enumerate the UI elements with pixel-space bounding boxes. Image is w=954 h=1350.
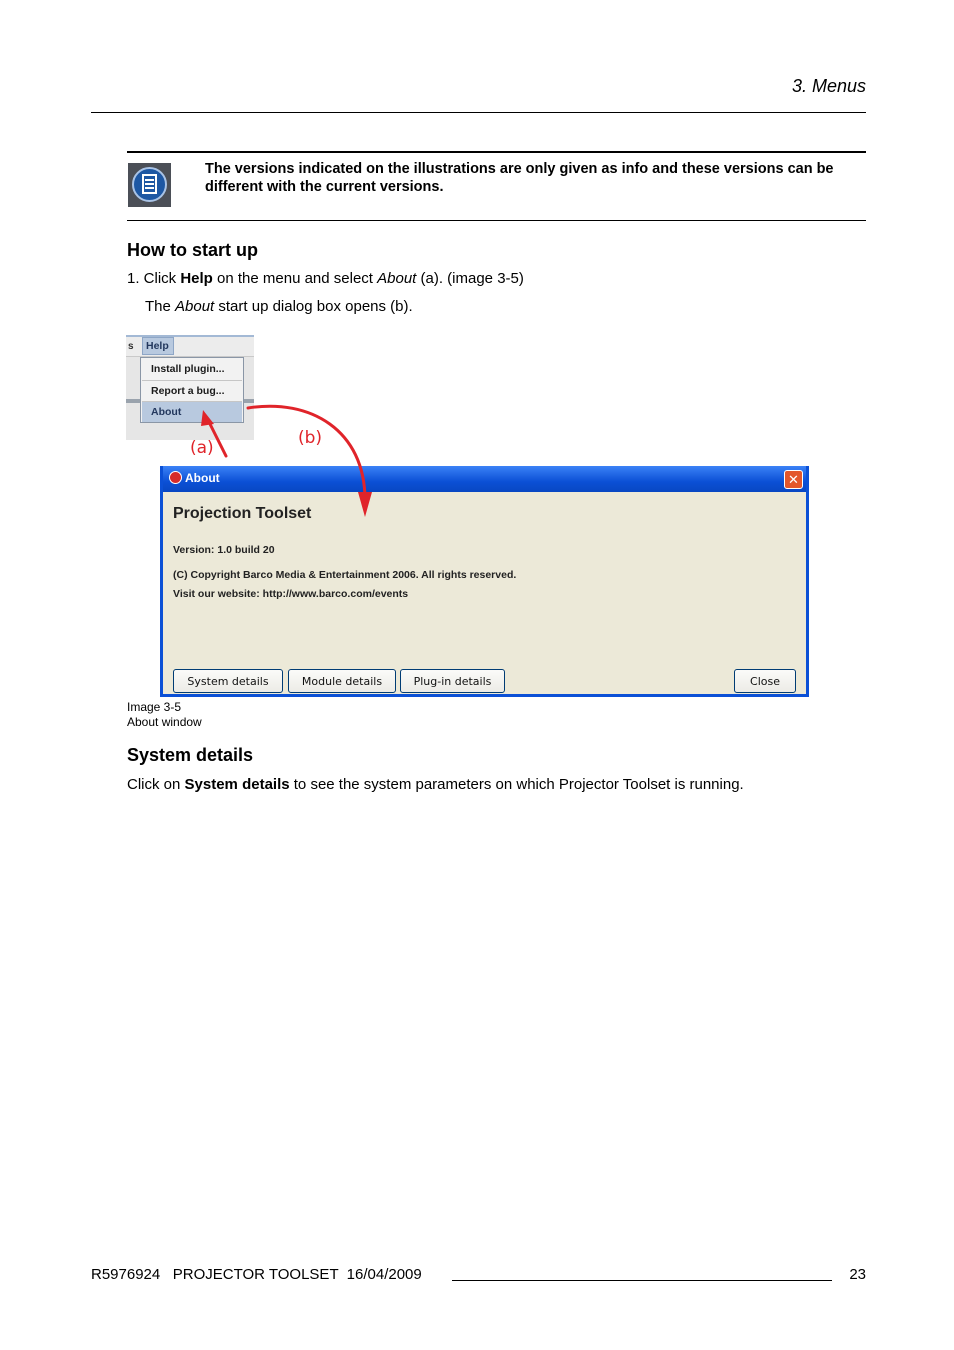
step-1-prefix: 1. Click bbox=[127, 270, 181, 287]
close-button[interactable]: Close bbox=[734, 669, 796, 693]
menu-item-about[interactable]: About bbox=[142, 402, 242, 422]
footer-rule bbox=[452, 1280, 832, 1281]
section-heading-how-to-start-up: How to start up bbox=[127, 240, 258, 260]
footer-doc-info: R5976924 PROJECTOR TOOLSET 16/04/2009 bbox=[91, 1266, 422, 1283]
help-menu-popup bbox=[140, 357, 244, 423]
system-details-button[interactable]: System details bbox=[173, 669, 283, 693]
note-text: The versions indicated on the illustrations are only given as info and these versions can be different with the current versions. bbox=[205, 161, 834, 195]
result-about: About bbox=[175, 298, 215, 315]
label-b: (b) bbox=[298, 428, 323, 448]
sd-pre: Click on bbox=[127, 776, 185, 793]
close-icon[interactable]: ✕ bbox=[784, 470, 803, 489]
dialog-title: About bbox=[185, 471, 220, 485]
header-rule bbox=[91, 112, 866, 113]
system-details-paragraph bbox=[127, 776, 744, 793]
note-document-icon bbox=[128, 163, 171, 207]
menubar-fragment: s bbox=[128, 341, 134, 352]
result-prefix: The bbox=[145, 298, 176, 315]
step-1-result bbox=[145, 298, 413, 315]
note-bottom-rule bbox=[127, 220, 866, 221]
step-1 bbox=[127, 270, 524, 287]
menu-help[interactable]: Help bbox=[142, 337, 174, 355]
note-top-rule bbox=[127, 151, 866, 153]
app-icon bbox=[169, 471, 182, 484]
module-details-button[interactable]: Module details bbox=[288, 669, 396, 693]
step-1-end: (a). (image 3-5) bbox=[416, 270, 524, 287]
step-1-mid: on the menu and select bbox=[212, 270, 378, 287]
website-text: Visit our website: http://www.barco.com/events bbox=[173, 588, 409, 600]
menu-item-install-plugin[interactable]: Install plugin... bbox=[151, 363, 225, 375]
label-a: (a) bbox=[190, 438, 214, 458]
chapter-title: 3. Menus bbox=[791, 76, 866, 96]
about-dialog bbox=[160, 466, 809, 697]
result-end: start up dialog box opens (b). bbox=[214, 298, 413, 315]
copyright-text: (C) Copyright Barco Media & Entertainment 2006. All rights reserved. bbox=[173, 569, 517, 581]
page-number: 23 bbox=[849, 1266, 866, 1283]
menu-screenshot bbox=[126, 335, 254, 440]
caption-number: Image 3-5 bbox=[127, 700, 182, 714]
version-text: Version: 1.0 build 20 bbox=[173, 544, 275, 556]
section-heading-system-details: System details bbox=[127, 745, 254, 765]
product-name: Projection Toolset bbox=[173, 505, 312, 522]
menu-item-report-bug[interactable]: Report a bug... bbox=[151, 385, 225, 397]
plugin-details-button[interactable]: Plug-in details bbox=[400, 669, 505, 693]
step-1-about: About bbox=[377, 270, 417, 287]
dialog-titlebar bbox=[163, 466, 806, 492]
sd-post: to see the system parameters on which Projector Toolset is running. bbox=[289, 776, 744, 793]
caption-title: About window bbox=[127, 715, 202, 729]
step-1-help: Help bbox=[180, 270, 213, 287]
dialog-body bbox=[163, 492, 806, 694]
sd-bold: System details bbox=[184, 776, 290, 793]
